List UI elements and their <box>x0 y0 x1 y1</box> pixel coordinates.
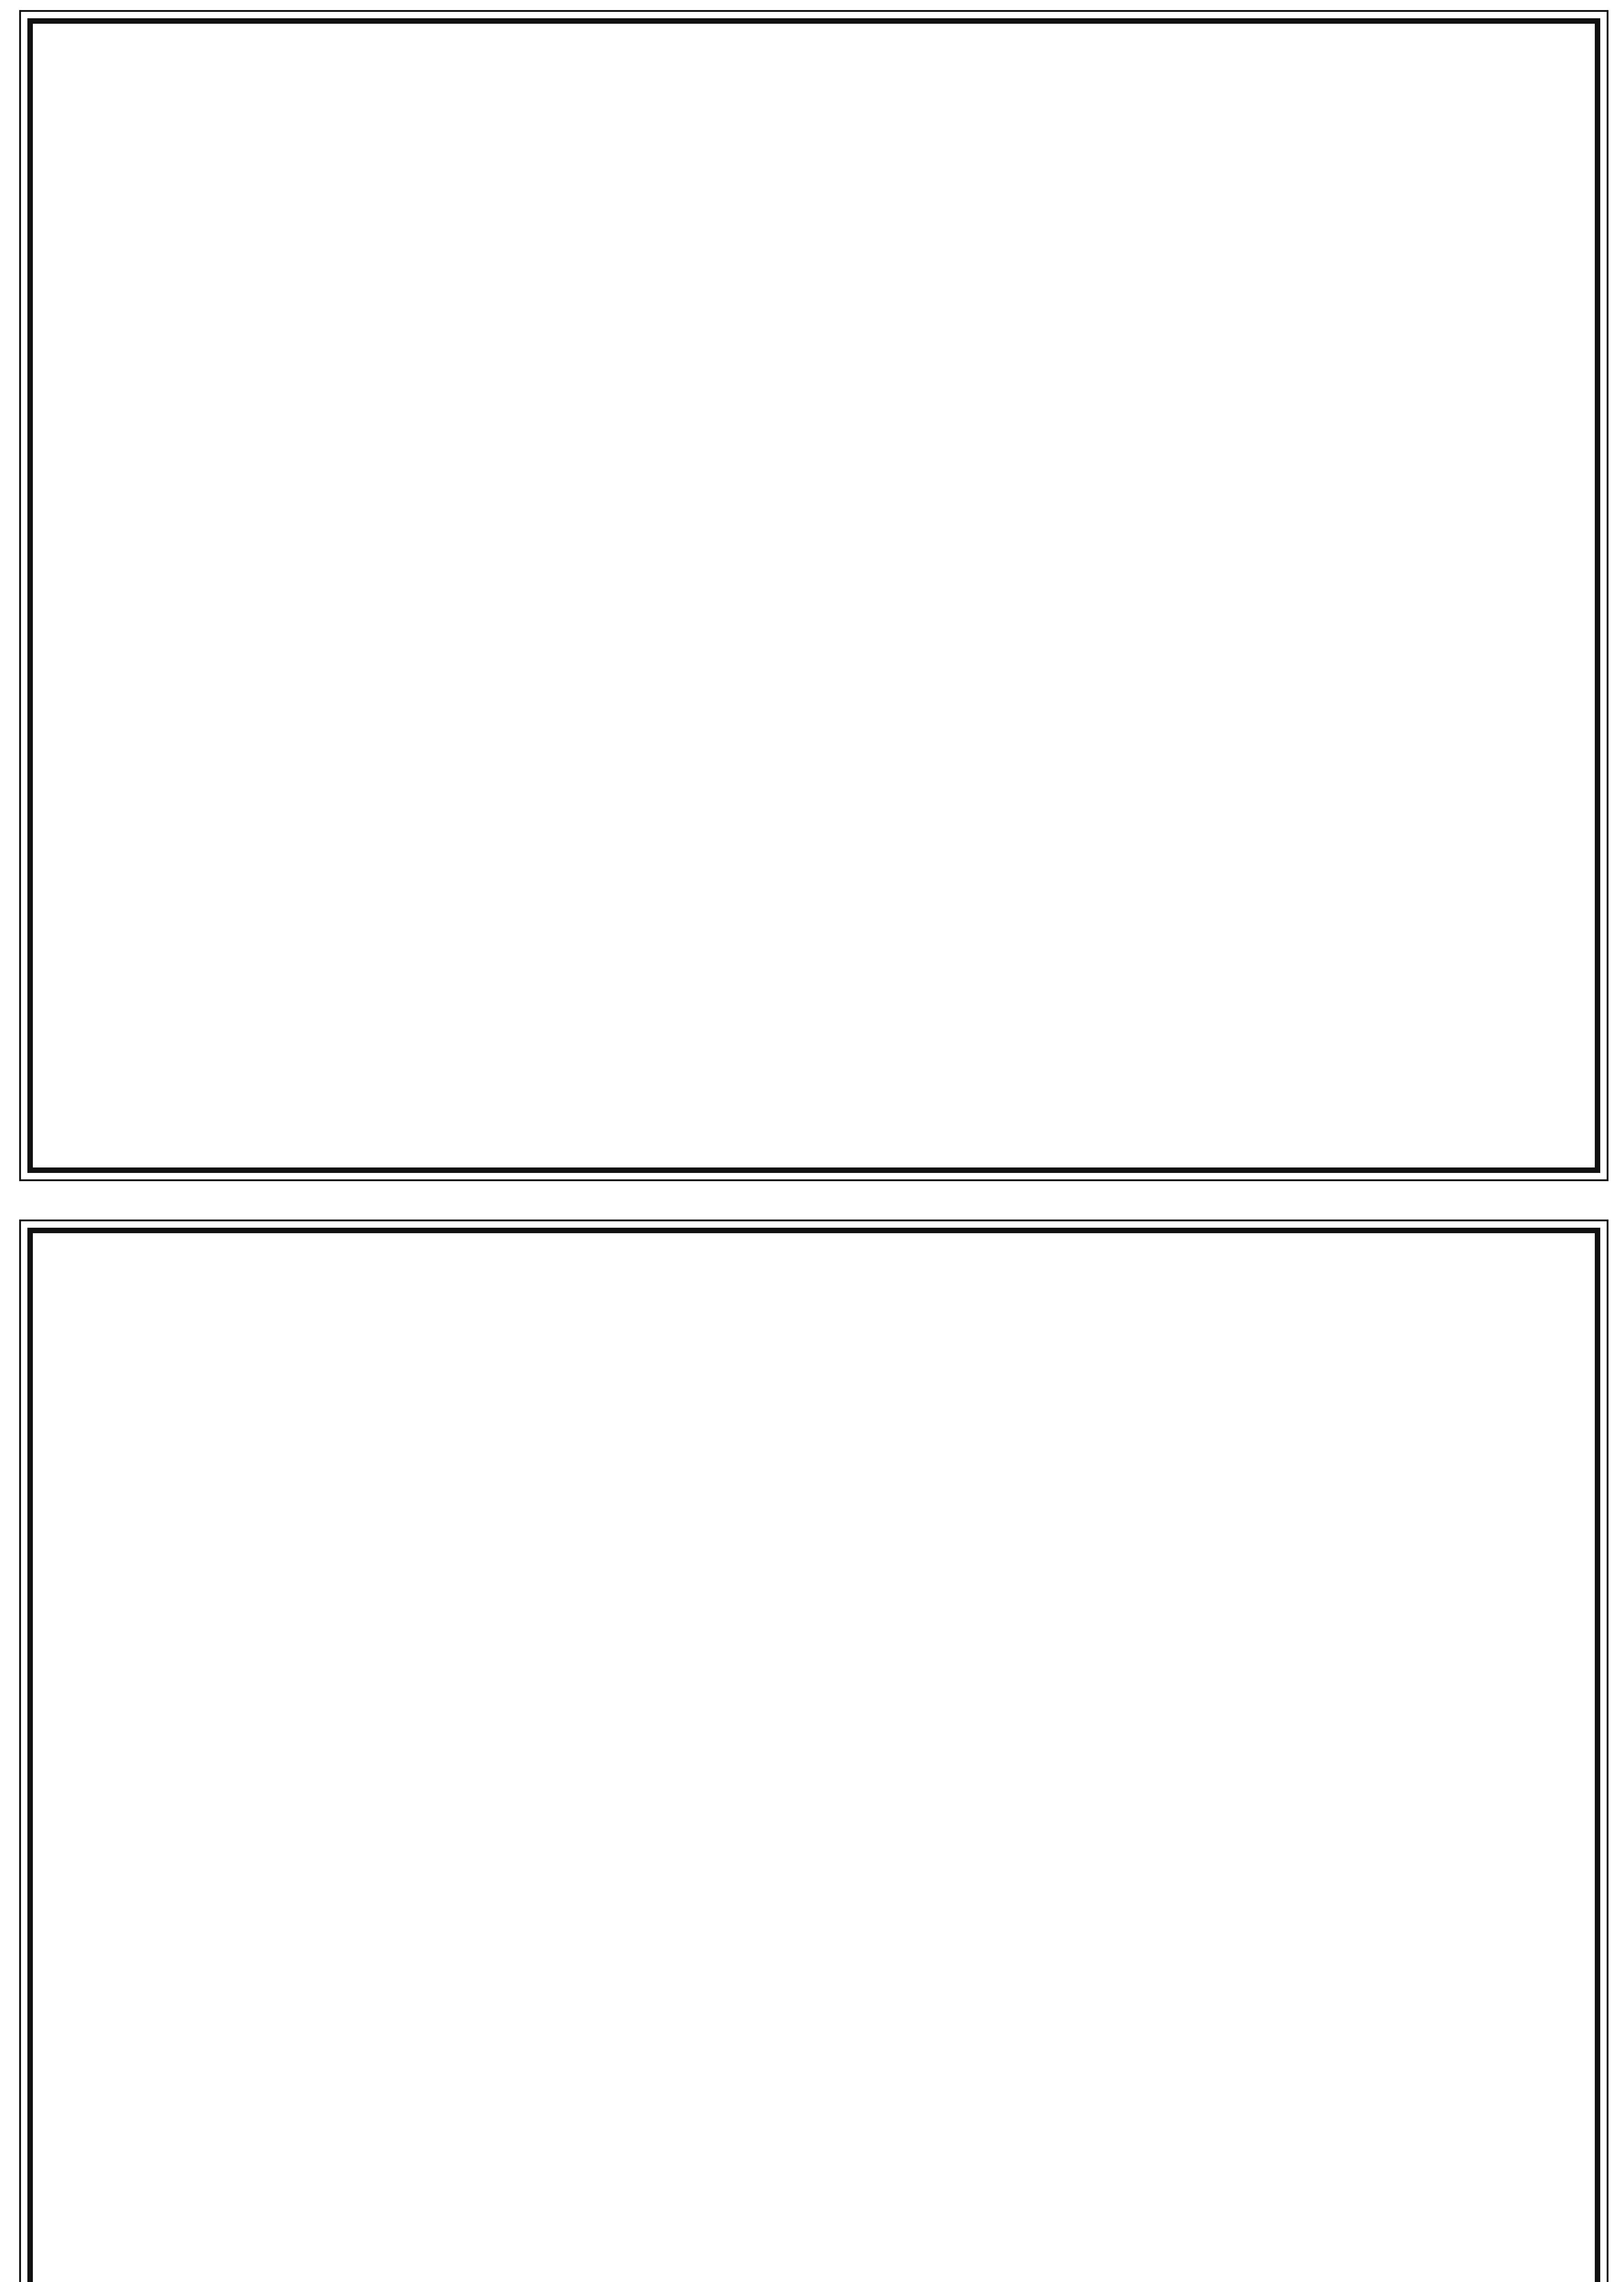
bottom-columns <box>42 1242 1586 2282</box>
top-page <box>27 18 1600 1173</box>
top-columns <box>42 33 1586 1158</box>
bottom-page <box>27 1228 1600 2282</box>
